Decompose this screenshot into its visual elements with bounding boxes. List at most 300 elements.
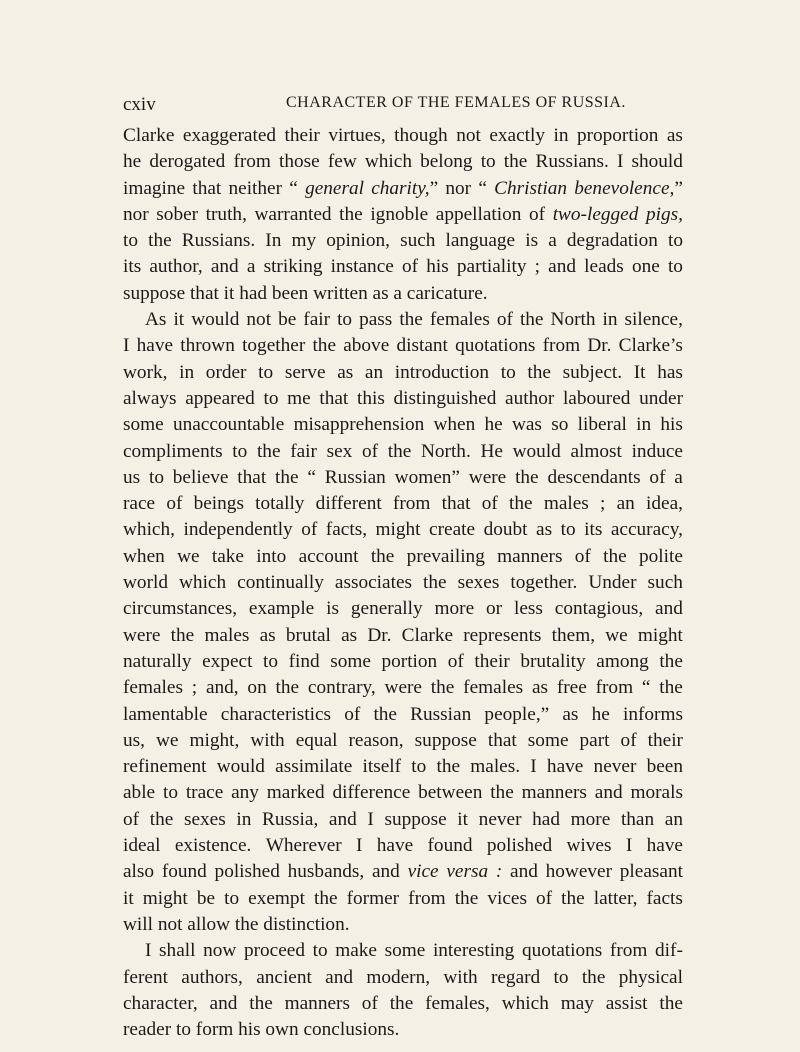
word: to xyxy=(258,361,274,383)
word: exactly xyxy=(489,125,545,146)
text-line xyxy=(123,307,683,333)
word: the xyxy=(659,992,683,1014)
word: different xyxy=(315,493,382,515)
word: instance xyxy=(330,256,394,278)
line-text: will not allow the distinction. xyxy=(123,913,350,935)
word: almost xyxy=(570,440,622,462)
word: vices xyxy=(487,887,527,909)
word: in xyxy=(179,361,195,383)
word: liberal xyxy=(577,414,627,436)
word: as xyxy=(666,125,683,146)
word: suppose xyxy=(384,808,447,830)
text-line xyxy=(123,149,683,175)
word: silence, xyxy=(624,309,683,331)
word: few xyxy=(327,151,357,173)
word: would xyxy=(216,756,265,778)
word: Russian xyxy=(410,703,472,725)
word: into xyxy=(256,545,287,567)
word: shall xyxy=(159,940,196,962)
word: morals xyxy=(630,782,683,804)
word: his xyxy=(426,256,449,278)
word: Russians. xyxy=(535,151,609,173)
word: lamentable xyxy=(123,703,208,725)
word: less xyxy=(513,598,543,620)
text-line xyxy=(123,465,683,491)
word: naturally xyxy=(123,650,192,672)
word: author, xyxy=(149,256,203,278)
word: part xyxy=(579,729,610,751)
word: the xyxy=(373,703,397,725)
word: prevailing xyxy=(406,545,485,567)
word: he xyxy=(123,151,142,173)
text-line xyxy=(123,439,683,465)
word: never xyxy=(478,808,522,830)
line-text: reader to form his own conclusions. xyxy=(123,1019,400,1041)
word: modern, xyxy=(366,966,431,988)
word: as xyxy=(337,361,354,383)
word: an xyxy=(664,808,683,830)
word: he xyxy=(484,414,503,436)
word: and xyxy=(210,256,239,278)
word: might, xyxy=(189,729,240,751)
word: Clarke xyxy=(123,125,175,146)
word: I xyxy=(530,756,537,778)
word: the xyxy=(423,572,447,594)
word: expect xyxy=(202,650,253,672)
word: nor xyxy=(445,177,472,199)
word: the xyxy=(314,887,338,909)
word: totally xyxy=(255,493,305,515)
word: were xyxy=(468,466,507,488)
word: and xyxy=(371,861,400,883)
word: and xyxy=(328,808,357,830)
word: Dr. xyxy=(367,624,392,646)
word: so xyxy=(551,414,569,436)
text-line xyxy=(123,544,683,570)
word: be xyxy=(278,309,297,331)
word: sexes xyxy=(457,572,500,594)
word: husbands, xyxy=(287,861,365,883)
word: he xyxy=(591,703,610,725)
text-line xyxy=(123,965,683,991)
word: and xyxy=(510,861,538,883)
text-line xyxy=(123,649,683,675)
word: females xyxy=(123,677,183,699)
text-line xyxy=(123,859,683,885)
word: introduction xyxy=(394,361,490,383)
word: derogated xyxy=(149,151,226,173)
text-line xyxy=(123,807,683,833)
word: distant xyxy=(396,335,448,357)
word: Christian xyxy=(494,177,567,199)
word: nor xyxy=(123,203,149,225)
word: the xyxy=(603,545,627,567)
word: serve xyxy=(284,361,326,383)
word: males. xyxy=(470,756,521,778)
word: of xyxy=(649,466,666,488)
word: associates xyxy=(334,572,413,594)
word: from xyxy=(542,335,581,357)
word: believe xyxy=(172,466,229,488)
word: the xyxy=(275,677,300,699)
word: character, xyxy=(123,992,198,1014)
word: is xyxy=(525,230,539,252)
word: us xyxy=(123,466,141,488)
word: such xyxy=(400,230,436,252)
word: North xyxy=(550,309,596,331)
word: free xyxy=(556,677,587,699)
word: accuracy, xyxy=(610,519,683,541)
word: the xyxy=(515,466,539,488)
word: manners xyxy=(497,545,563,567)
word: that xyxy=(319,387,349,409)
word: would xyxy=(512,440,561,462)
line-text: suppose that it had been written as a caricature. xyxy=(123,282,488,304)
word: with xyxy=(443,966,478,988)
word: fair xyxy=(290,440,317,462)
word: the xyxy=(527,361,551,383)
word: not xyxy=(456,125,481,146)
text-line xyxy=(123,360,683,386)
word: as xyxy=(536,519,553,541)
word: Under xyxy=(588,572,637,594)
word: quotations xyxy=(521,940,603,962)
word: were xyxy=(123,624,161,646)
word: able xyxy=(123,782,156,804)
word: thrown xyxy=(180,335,235,357)
text-line xyxy=(123,202,683,228)
word: as xyxy=(341,624,358,646)
word: sober xyxy=(156,203,199,225)
word: compliments xyxy=(123,440,223,462)
word: Russia, xyxy=(262,808,319,830)
word: in xyxy=(636,414,652,436)
text-line xyxy=(123,623,683,649)
word: “ xyxy=(478,177,487,199)
word: from xyxy=(408,887,446,909)
word: neither xyxy=(228,177,283,199)
word: found xyxy=(427,835,473,857)
word: versa xyxy=(446,861,489,883)
word: It xyxy=(633,361,646,383)
word: difference xyxy=(332,782,411,804)
word: the xyxy=(389,992,414,1014)
word: the xyxy=(249,992,273,1014)
word: found xyxy=(161,861,207,883)
word: have xyxy=(376,835,414,857)
word: and xyxy=(209,992,238,1014)
word: that xyxy=(441,493,471,515)
text-line xyxy=(123,176,683,202)
word: ferent xyxy=(123,966,168,988)
text-line xyxy=(123,281,683,307)
word: Russian xyxy=(324,466,386,488)
word: when xyxy=(123,545,165,567)
word: its xyxy=(584,519,603,541)
word: some xyxy=(384,940,426,962)
word: to xyxy=(337,309,353,331)
word: I xyxy=(123,335,130,357)
text-line xyxy=(123,912,683,938)
word: us, xyxy=(123,729,145,751)
word: to xyxy=(668,230,683,252)
word: together xyxy=(242,335,306,357)
text-line xyxy=(123,886,683,912)
text-line xyxy=(123,754,683,780)
word: we xyxy=(605,624,628,646)
word: generally xyxy=(350,598,423,620)
word: latter, xyxy=(593,887,638,909)
text-line xyxy=(123,728,683,754)
word: itself xyxy=(362,756,402,778)
word: always xyxy=(123,387,177,409)
word: above xyxy=(343,335,390,357)
word: the xyxy=(170,624,195,646)
page-number: cxiv xyxy=(123,94,156,115)
word: marked xyxy=(266,782,325,804)
word: their xyxy=(647,729,683,751)
word: the xyxy=(399,309,423,331)
word: might xyxy=(142,887,188,909)
word: trace xyxy=(185,782,224,804)
word: more xyxy=(570,808,611,830)
word: to xyxy=(553,966,569,988)
word: of xyxy=(344,703,361,725)
word: now xyxy=(203,940,237,962)
word: author xyxy=(505,387,555,409)
word: have xyxy=(646,835,683,857)
word: as xyxy=(259,624,276,646)
text-line xyxy=(123,517,683,543)
word: his xyxy=(660,414,683,436)
word: more xyxy=(434,598,475,620)
word: and xyxy=(655,598,683,620)
text-line xyxy=(123,702,683,728)
word: brutality xyxy=(520,650,586,672)
word: we xyxy=(156,729,179,751)
word: to xyxy=(263,650,278,672)
word: exaggerated xyxy=(182,125,277,146)
word: which xyxy=(179,572,227,594)
word: leads xyxy=(584,256,624,278)
word: ; xyxy=(191,677,198,699)
word: was xyxy=(511,414,542,436)
word: represents xyxy=(463,624,542,646)
word: order xyxy=(205,361,247,383)
word: some xyxy=(527,729,569,751)
word: of xyxy=(574,545,591,567)
word: reason, xyxy=(348,729,404,751)
word: under xyxy=(639,387,683,409)
word: as xyxy=(562,703,579,725)
word: were xyxy=(384,677,422,699)
word: the xyxy=(503,151,528,173)
word: I xyxy=(356,835,363,857)
word: in xyxy=(236,808,252,830)
word: portion xyxy=(381,650,438,672)
word: example xyxy=(248,598,315,620)
word: from xyxy=(609,940,648,962)
word: sexes xyxy=(183,808,226,830)
word: partiality xyxy=(456,256,527,278)
word: unaccountable xyxy=(172,414,285,436)
word: though xyxy=(394,125,448,146)
word: of xyxy=(620,729,637,751)
word: work, xyxy=(123,361,168,383)
word: the xyxy=(149,808,174,830)
word: the xyxy=(430,677,455,699)
word: beings xyxy=(193,493,244,515)
text-line xyxy=(123,570,683,596)
text-line xyxy=(123,386,683,412)
text-line xyxy=(123,675,683,701)
word: facts, xyxy=(325,519,368,541)
word: contrary, xyxy=(307,677,376,699)
word: make xyxy=(335,940,377,962)
word: As xyxy=(145,309,167,331)
word: wives xyxy=(566,835,612,857)
word: that xyxy=(237,466,267,488)
word: people,” xyxy=(484,703,550,725)
word: males xyxy=(543,493,589,515)
word: in xyxy=(553,125,569,146)
word: two-legged xyxy=(552,203,639,225)
word: find xyxy=(288,650,320,672)
word: to xyxy=(232,440,248,462)
word: the xyxy=(454,887,479,909)
word: opinion, xyxy=(326,230,390,252)
word: a xyxy=(246,256,256,278)
word: to xyxy=(263,387,279,409)
word: existence. xyxy=(174,835,252,857)
word: the xyxy=(519,309,544,331)
word: create xyxy=(429,519,476,541)
word: doubt xyxy=(483,519,528,541)
word: any xyxy=(231,782,259,804)
word: and xyxy=(548,256,576,278)
word: we xyxy=(177,545,200,567)
word: that xyxy=(192,177,222,199)
word: distinguished xyxy=(393,387,497,409)
word: idea, xyxy=(646,493,683,515)
word: proceed xyxy=(243,940,305,962)
word: laboured xyxy=(562,387,631,409)
text-line xyxy=(123,1017,683,1043)
word: degradation xyxy=(566,230,658,252)
word: striking xyxy=(263,256,323,278)
word: “ xyxy=(641,677,651,699)
word: of xyxy=(481,493,498,515)
word: pigs, xyxy=(645,203,683,225)
body-text xyxy=(123,123,683,1043)
word: I xyxy=(367,808,374,830)
word: equal xyxy=(295,729,338,751)
word: refinement xyxy=(123,756,207,778)
word: those xyxy=(279,151,320,173)
word: also xyxy=(123,861,155,883)
word: to xyxy=(148,466,164,488)
word: their xyxy=(284,125,320,146)
word: me xyxy=(287,387,311,409)
text-line xyxy=(123,833,683,859)
word: take xyxy=(211,545,244,567)
word: which, xyxy=(123,519,175,541)
word: a xyxy=(674,466,683,488)
word: fair xyxy=(303,309,331,331)
word: women” xyxy=(394,466,460,488)
word: one xyxy=(631,256,660,278)
word: assimilate xyxy=(275,756,353,778)
word: In xyxy=(265,230,282,252)
word: females xyxy=(463,677,524,699)
word: to xyxy=(480,151,496,173)
word: “ xyxy=(289,177,298,199)
word: account xyxy=(298,545,359,567)
text-line xyxy=(123,228,683,254)
word: I xyxy=(145,940,152,962)
word: have xyxy=(546,756,584,778)
word: charity,” xyxy=(371,177,439,199)
word: general xyxy=(305,177,364,199)
word: females xyxy=(429,309,490,331)
word: not xyxy=(246,309,272,331)
word: of xyxy=(301,519,318,541)
word: truth, xyxy=(205,203,247,225)
word: of xyxy=(362,440,379,462)
word: in xyxy=(602,309,618,331)
word: males xyxy=(204,624,250,646)
word: may xyxy=(560,992,594,1014)
word: characteristics xyxy=(220,703,332,725)
word: that xyxy=(487,729,517,751)
word: to xyxy=(162,782,178,804)
running-title: CHARACTER OF THE FEMALES OF RUSSIA. xyxy=(286,94,626,111)
word: an xyxy=(616,493,635,515)
word: would xyxy=(191,309,240,331)
word: to xyxy=(560,519,576,541)
word: the xyxy=(370,545,395,567)
word: manners xyxy=(521,782,587,804)
word: the xyxy=(659,677,683,699)
word: imagine xyxy=(123,177,186,199)
word: a xyxy=(548,230,557,252)
word: Clarke xyxy=(401,624,454,646)
word: circumstances, xyxy=(123,598,238,620)
word: of xyxy=(496,309,513,331)
word: had xyxy=(532,808,560,830)
word: their xyxy=(474,650,510,672)
word: the xyxy=(339,203,363,225)
word: misapprehension xyxy=(293,414,425,436)
word: ; xyxy=(600,493,606,515)
word: regard xyxy=(490,966,541,988)
text-line xyxy=(123,991,683,1017)
word: pleasant xyxy=(619,861,683,883)
word: induce xyxy=(631,440,683,462)
word: of xyxy=(529,203,546,225)
word: of xyxy=(536,887,553,909)
word: such xyxy=(647,572,683,594)
word: former xyxy=(346,887,400,909)
text-line xyxy=(123,333,683,359)
word: language xyxy=(445,230,516,252)
word: it xyxy=(173,309,185,331)
word: independently xyxy=(183,519,293,541)
word: the xyxy=(561,887,585,909)
word: interesting xyxy=(432,940,515,962)
word: the xyxy=(387,440,412,462)
word: ; xyxy=(534,256,540,278)
